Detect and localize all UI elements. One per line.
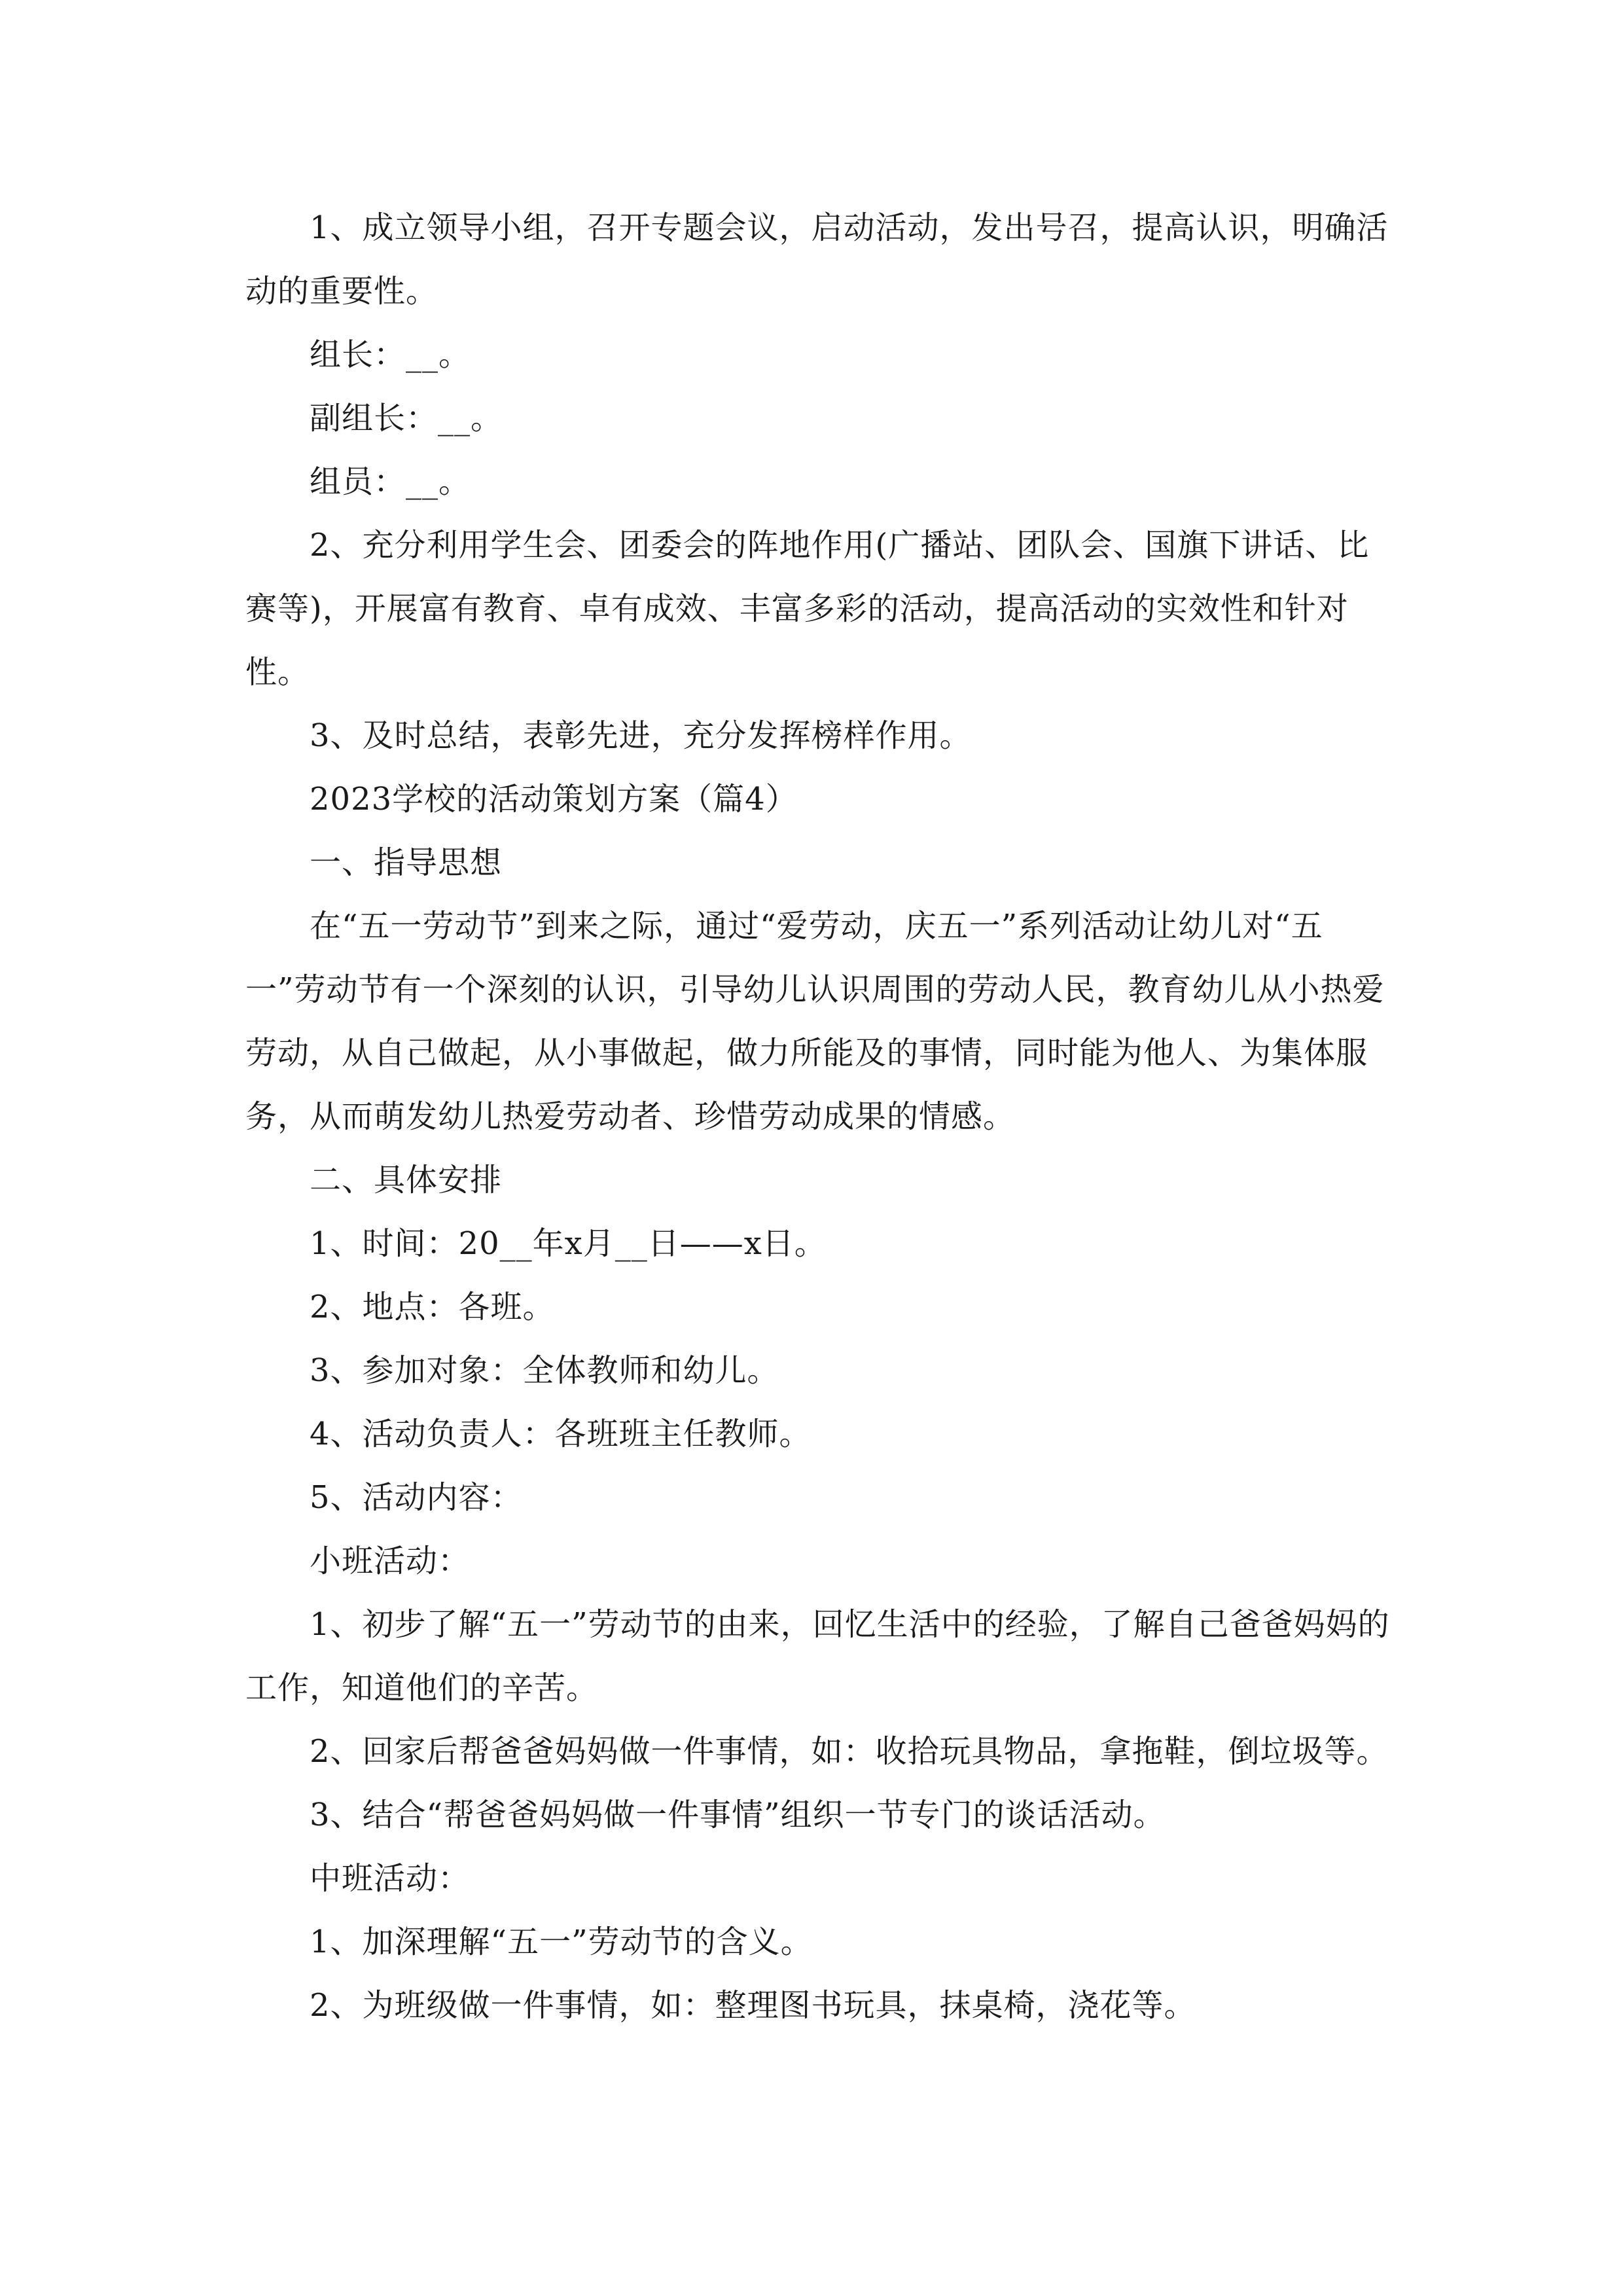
section-title: 2023学校的活动策划方案（篇4） (310, 781, 798, 817)
paragraph-deputy-leader: 副组长：__。 (310, 400, 503, 437)
paragraph-time: 1、时间：20__年x月__日——x日。 (310, 1225, 827, 1262)
paragraph-participants: 3、参加对象：全体教师和幼儿。 (310, 1352, 779, 1389)
middle-class-item-1: 1、加深理解“五一”劳动节的含义。 (310, 1924, 813, 1960)
paragraph-group-members: 组员：__。 (310, 463, 471, 500)
paragraph-group-leader: 组长：__。 (310, 336, 471, 373)
heading-small-class: 小班活动： (310, 1543, 471, 1579)
heading-arrangement: 二、具体安排 (310, 1162, 503, 1198)
middle-class-item-2: 2、为班级做一件事情，如：整理图书玩具，抹桌椅，浇花等。 (310, 1987, 1196, 2024)
paragraph-guiding-ideology: 在“五一劳动节”到来之际，通过“爱劳动，庆五一”系列活动让幼儿对“五一”劳动节有一个深刻的认识，引导幼儿认识周围的劳动人民，教育幼儿从小热爱劳动，从自己做起，从小事做起，做力所能及的事情，同时能为他人、为集体服务，从而萌发幼儿热爱劳动者、珍惜劳动成果的情感。 (245, 908, 1385, 1135)
heading-guiding-ideology: 一、指导思想 (310, 844, 503, 881)
paragraph-content-heading: 5、活动内容： (310, 1479, 523, 1516)
paragraph-responsible: 4、活动负责人：各班班主任教师。 (310, 1416, 812, 1452)
paragraph-summary: 3、及时总结，表彰先进，充分发挥榜样作用。 (310, 717, 972, 754)
small-class-item-3: 3、结合“帮爸爸妈妈做一件事情”组织一节专门的谈话活动。 (310, 1797, 1166, 1833)
paragraph-student-union: 2、充分利用学生会、团委会的阵地作用(广播站、团队会、国旗下讲话、比赛等)，开展富有教育、卓有成效、丰富多彩的活动，提高活动的实效性和针对性。 (245, 527, 1370, 691)
small-class-item-1: 1、初步了解“五一”劳动节的由来，回忆生活中的经验，了解自己爸爸妈妈的工作，知道他们的辛苦。 (245, 1606, 1390, 1706)
small-class-item-2: 2、回家后帮爸爸妈妈做一件事情，如：收拾玩具物品，拿拖鞋，倒垃圾等。 (310, 1733, 1389, 1770)
document-page (245, 196, 1397, 2037)
paragraph-location: 2、地点：各班。 (310, 1289, 555, 1325)
heading-middle-class: 中班活动： (310, 1860, 471, 1897)
paragraph-leading-group: 1、成立领导小组，召开专题会议，启动活动，发出号召，提高认识，明确活动的重要性。 (245, 209, 1389, 310)
